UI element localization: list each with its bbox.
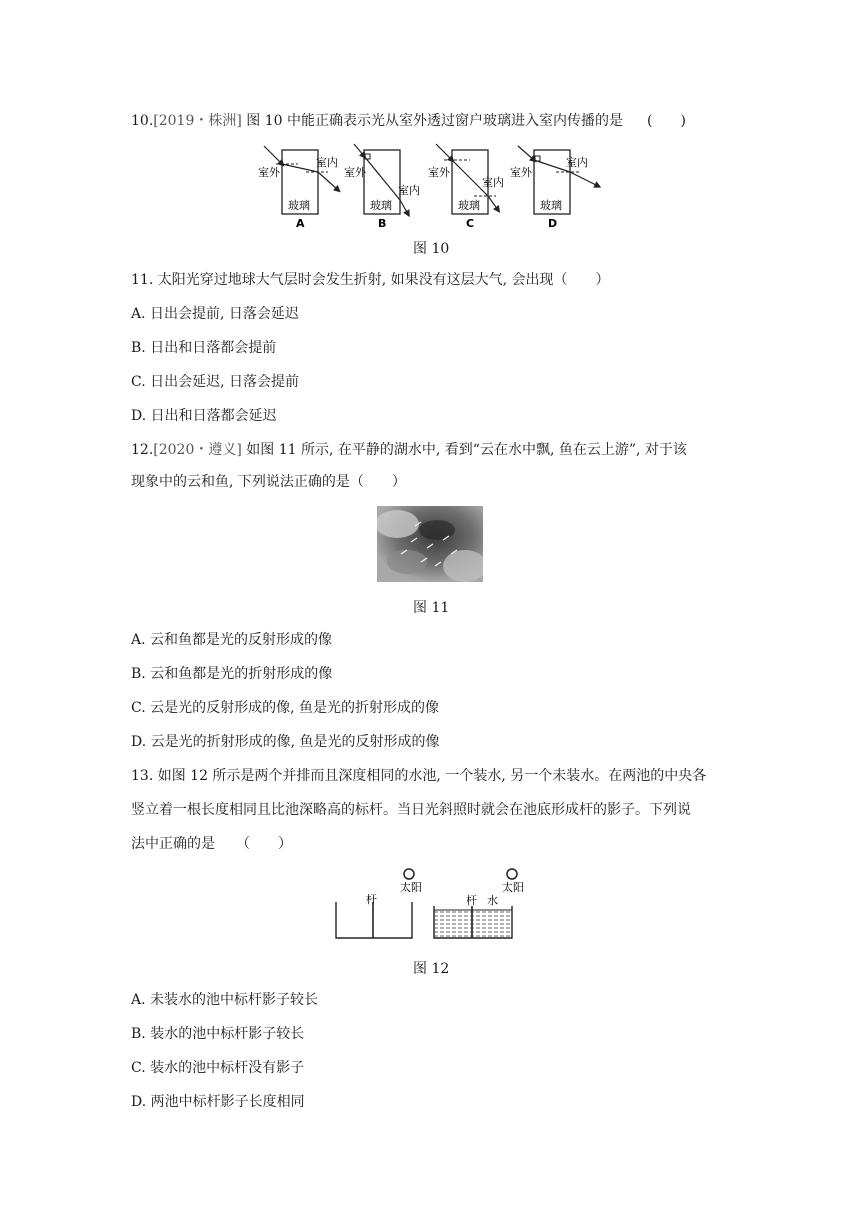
q13-stem-line1: 13. 如图 12 所示是两个并排而且深度相同的水池, 一个装水, 另一个未装水。在两池的中央各: [131, 768, 707, 784]
q13-option-b: B. 装水的池中标杆影子较长: [131, 1026, 305, 1042]
figure-10-caption: 图 10: [413, 241, 450, 257]
figure-11-lake-photo: [377, 506, 483, 582]
figure-10-option-b: [344, 144, 420, 230]
glass-label: 玻璃: [288, 199, 310, 212]
q11-option-b: B. 日出和日落都会提前: [131, 340, 277, 356]
light-ray: [264, 146, 282, 164]
light-ray: [570, 172, 598, 186]
light-ray: [364, 156, 400, 200]
pole-label: 杆: [366, 893, 377, 906]
q11-option-d: D. 日出和日落都会延迟: [131, 408, 277, 424]
q13-stem-line2: 竖立着一根长度相同且比池深略高的标杆。当日光斜照时就会在池底形成杆的影子。下列说: [131, 802, 691, 818]
q11-stem: 11. 太阳光穿过地球大气层时会发生折射, 如果没有这层大气, 会出现（ ）: [131, 272, 610, 288]
q12-text: 如图 11 所示, 在平静的湖水中, 看到“云在水中飘, 鱼在云上游”, 对于该: [241, 442, 687, 458]
q12-option-b: B. 云和鱼都是光的折射形成的像: [131, 666, 333, 682]
glass-label: 玻璃: [540, 199, 562, 212]
q13-stem-line3: 法中正确的是 （ ）: [131, 836, 292, 852]
q12-stem-line2: 现象中的云和鱼, 下列说法正确的是（ ）: [131, 474, 406, 490]
option-label-c: C: [466, 217, 475, 230]
water-pool: [434, 869, 524, 938]
q11-option-c: C. 日出会延迟, 日落会提前: [131, 374, 300, 390]
light-ray: [282, 164, 318, 172]
q13-option-d: D. 两池中标杆影子长度相同: [131, 1094, 305, 1110]
option-label-d: D: [548, 217, 558, 230]
q10-text: 图 10 中能正确表示光从室外透过窗户玻璃进入室内传播的是: [241, 113, 623, 129]
q12-option-c: C. 云是光的反射形成的像, 鱼是光的折射形成的像: [131, 700, 440, 716]
q10-source-tag: [2019・株洲]: [153, 113, 242, 129]
q13-option-a: A. 未装水的池中标杆影子较长: [131, 992, 319, 1008]
sun-label: 太阳: [400, 881, 422, 894]
figure-10-option-c: [428, 144, 504, 230]
figure-10: [258, 142, 618, 232]
light-ray: [488, 196, 498, 210]
option-label-b: B: [378, 217, 387, 230]
outside-label: 室外: [510, 166, 532, 179]
inside-label: 室内: [482, 176, 504, 189]
outside-label: 室外: [428, 166, 450, 179]
q10-stem: [131, 111, 686, 131]
outside-label: 室外: [344, 166, 366, 179]
inside-label: 室内: [566, 156, 588, 169]
glass-label: 玻璃: [458, 199, 480, 212]
light-ray: [534, 160, 570, 172]
light-ray: [400, 200, 408, 214]
sun-label: 太阳: [502, 881, 524, 894]
q12-option-d: D. 云是光的折射形成的像, 鱼是光的反射形成的像: [131, 734, 440, 750]
figure-10-option-d: [510, 146, 598, 230]
q10-number: 10.: [131, 113, 154, 129]
q13-option-c: C. 装水的池中标杆没有影子: [131, 1060, 305, 1076]
light-ray: [436, 144, 452, 160]
inside-label: 室内: [398, 184, 420, 197]
q10-answer-paren: ( ): [647, 113, 686, 129]
light-ray: [354, 144, 364, 156]
inside-label: 室内: [316, 156, 338, 169]
option-label-a: A: [296, 217, 305, 230]
q12-source-tag: [2020・遵义]: [153, 442, 242, 458]
figure-11-caption: 图 11: [413, 600, 450, 616]
figure-12-caption: 图 12: [413, 961, 450, 977]
figure-10-option-a: [258, 146, 338, 230]
q12-number: 12.: [131, 442, 154, 458]
light-ray: [518, 146, 534, 160]
q12-stem-line1: [131, 440, 687, 460]
pole-label: 杆: [466, 894, 477, 907]
dry-pool: [336, 869, 422, 938]
light-ray: [318, 172, 338, 190]
q12-option-a: A. 云和鱼都是光的反射形成的像: [131, 632, 333, 648]
sun-icon: [404, 869, 414, 879]
q11-option-a: A. 日出会提前, 日落会延迟: [131, 306, 299, 322]
figure-12: [332, 866, 532, 942]
water-label: 水: [487, 894, 498, 907]
outside-label: 室外: [258, 166, 280, 179]
glass-label: 玻璃: [370, 199, 392, 212]
sun-icon: [507, 869, 517, 879]
